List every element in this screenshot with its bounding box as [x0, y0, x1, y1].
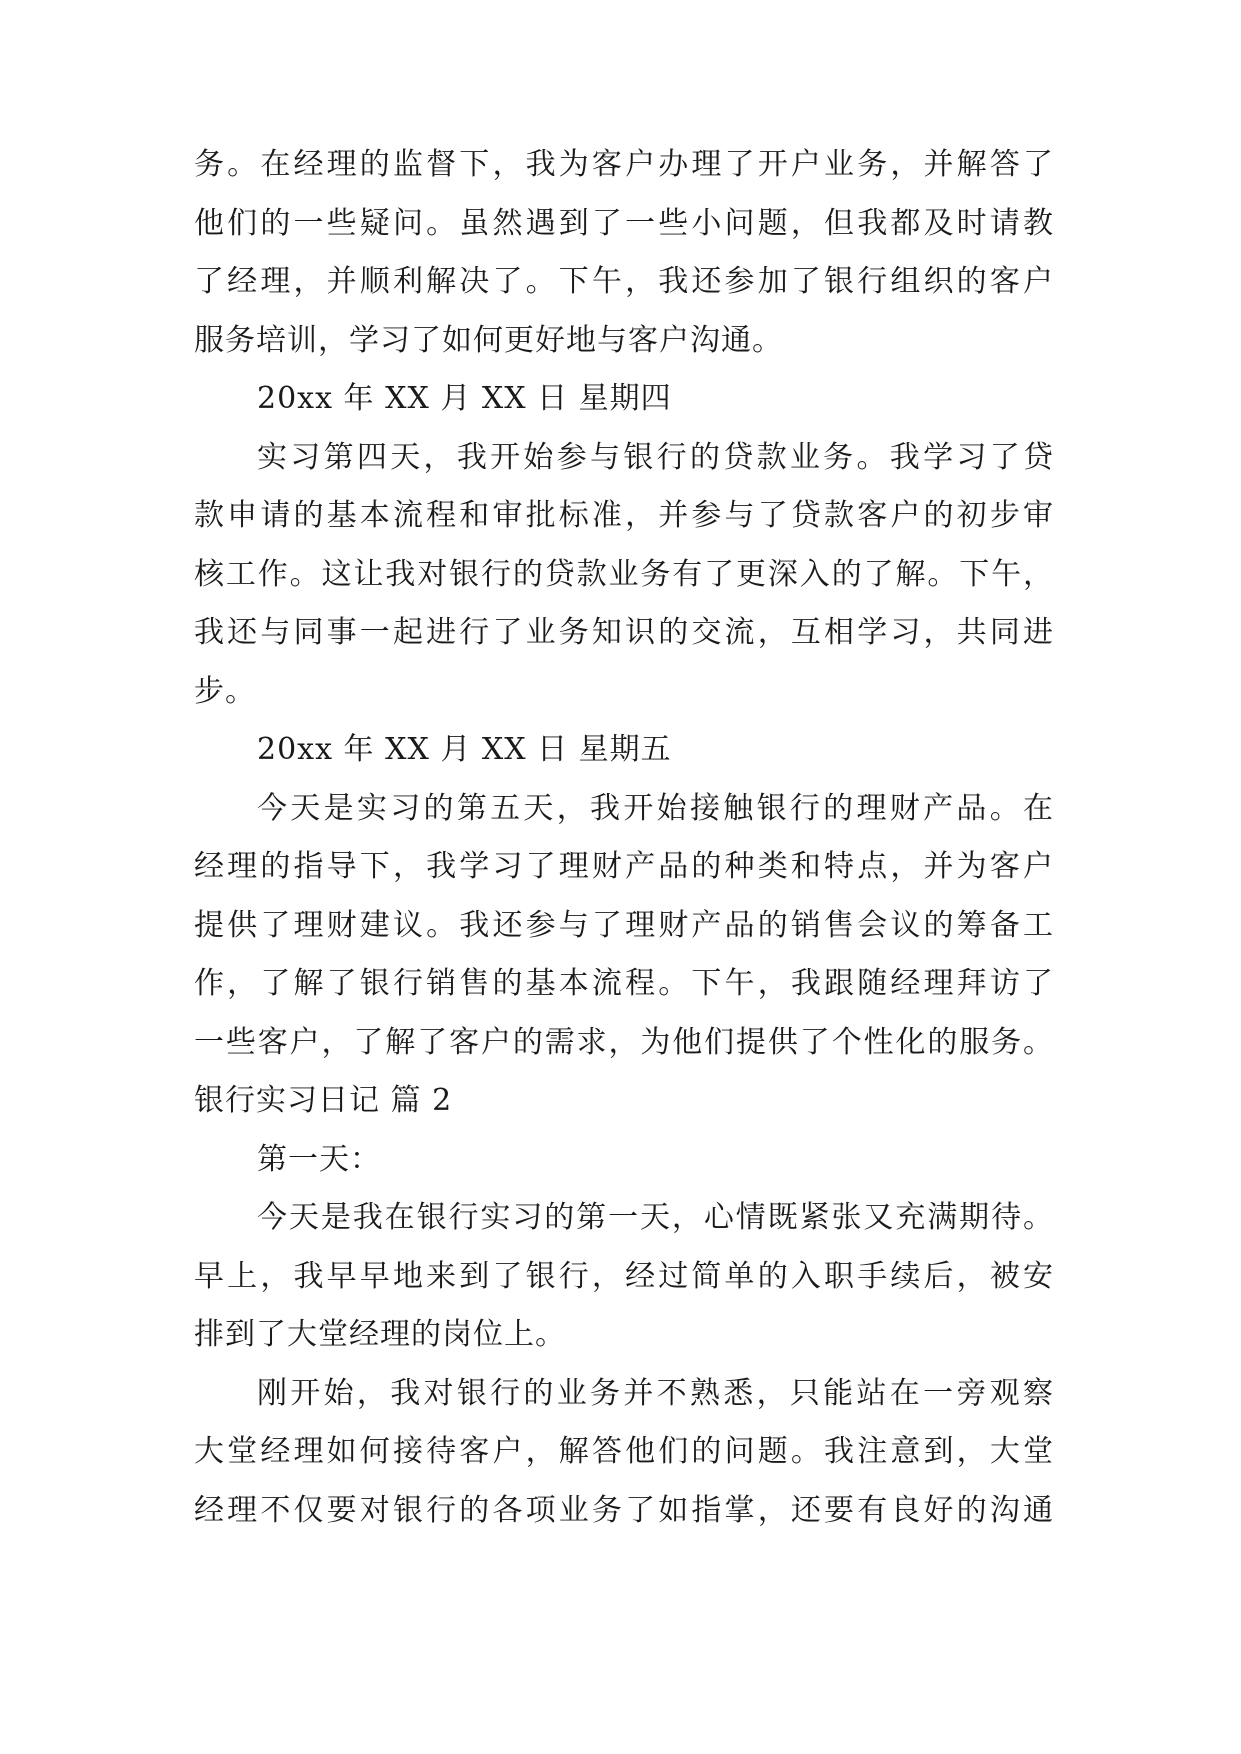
body-text-line: 刚开始，我对银行的业务并不熟悉，只能站在一旁观察: [257, 1375, 1054, 1411]
section-title: 银行实习日记 篇 2: [194, 1083, 453, 1118]
diary-date-heading: 20xx 年 XX 月 XX 日 星期五: [257, 732, 672, 767]
body-text-line: 今天是实习的第五天，我开始接触银行的理财产品。在: [257, 790, 1054, 826]
body-text-line: 服务培训，学习了如何更好地与客户沟通。: [194, 322, 783, 358]
body-text-line: 务。在经理的监督下，我为客户办理了开户业务，并解答了: [194, 147, 1054, 182]
document-page: [194, 136, 1054, 1540]
day-heading: 第一天：: [257, 1141, 381, 1177]
body-text-line: 排到了大堂经理的岗位上。: [194, 1317, 566, 1352]
body-text-line: 我还与同事一起进行了业务知识的交流，互相学习，共同进: [194, 615, 1054, 650]
body-text-line: 经理的指导下，我学习了理财产品的种类和特点，并为客户: [194, 849, 1054, 884]
body-text-line: 今天是我在银行实习的第一天，心情既紧张又充满期待。: [257, 1200, 1054, 1235]
body-text-line: 实习第四天，我开始参与银行的贷款业务。我学习了贷: [257, 439, 1054, 475]
body-text-line: 早上，我早早地来到了银行，经过简单的入职手续后，被安: [194, 1258, 1054, 1294]
body-text-line: 大堂经理如何接待客户，解答他们的问题。我注意到，大堂: [194, 1434, 1054, 1469]
body-text-line: 他们的一些疑问。虽然遇到了一些小问题，但我都及时请教: [194, 205, 1054, 241]
body-text-line: 款申请的基本流程和审批标准，并参与了贷款客户的初步审: [194, 498, 1054, 533]
body-text-line: 了经理，并顺利解决了。下午，我还参加了银行组织的客户: [194, 264, 1054, 299]
body-text-line: 步。: [194, 673, 256, 709]
body-text-line: 一些客户，了解了客户的需求，为他们提供了个性化的服务。: [194, 1024, 1054, 1060]
body-text-line: 核工作。这让我对银行的贷款业务有了更深入的了解。下午，: [194, 556, 1054, 592]
body-text-line: 经理不仅要对银行的各项业务了如指掌，还要有良好的沟通: [194, 1492, 1054, 1528]
diary-date-heading: 20xx 年 XX 月 XX 日 星期四: [257, 381, 672, 416]
body-text-line: 作，了解了银行销售的基本流程。下午，我跟随经理拜访了: [194, 966, 1054, 1001]
body-text-line: 提供了理财建议。我还参与了理财产品的销售会议的筹备工: [194, 907, 1054, 943]
